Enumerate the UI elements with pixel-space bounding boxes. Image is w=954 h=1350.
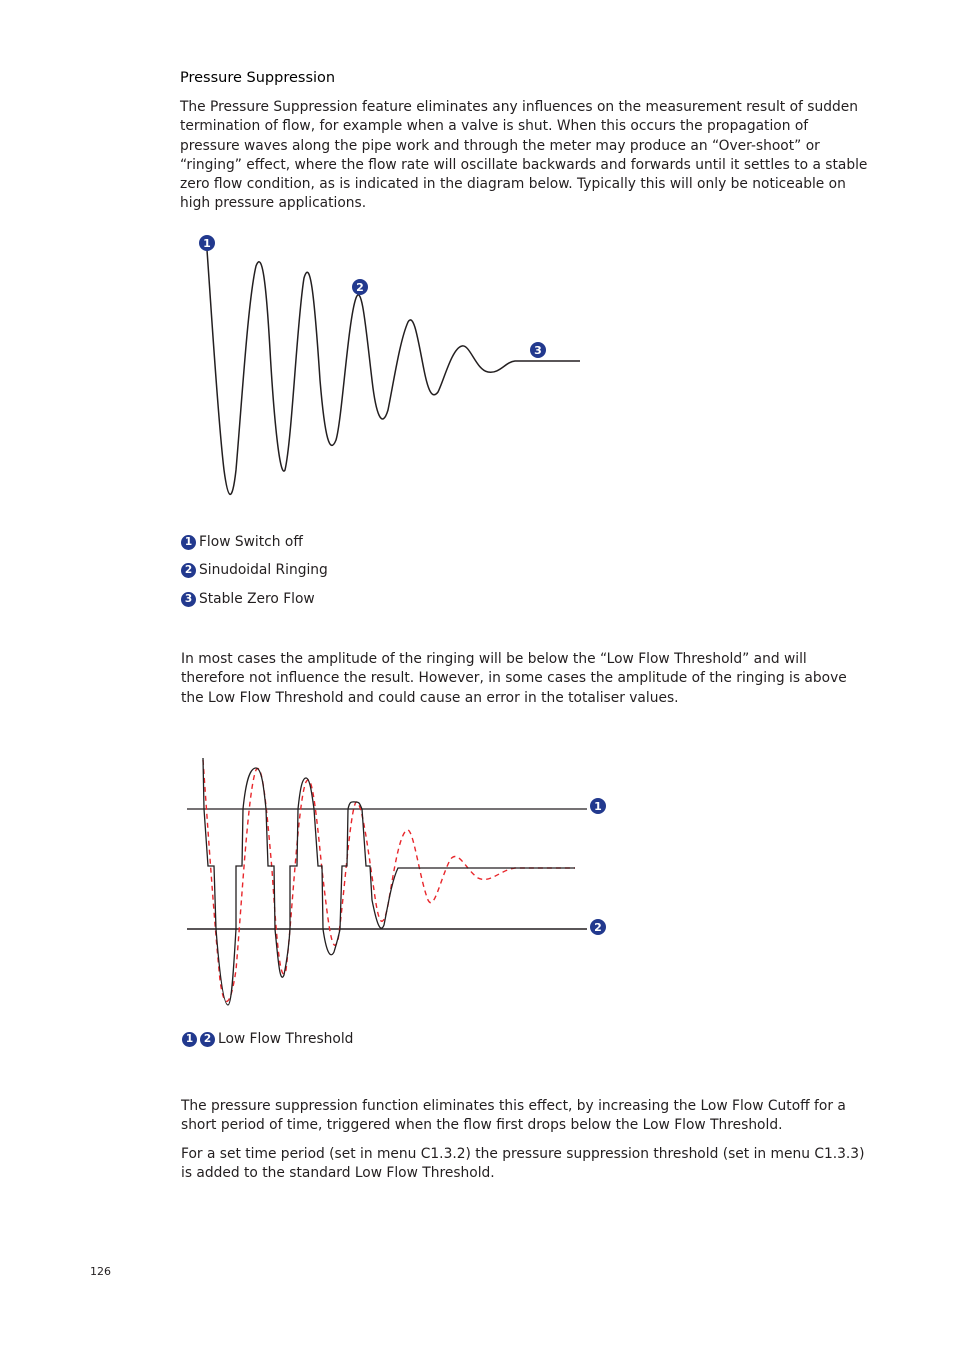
legend-label: Low Flow Threshold <box>218 1031 354 1047</box>
marker-1-icon: 1 <box>181 535 196 550</box>
threshold-legend <box>182 1031 353 1047</box>
diagram1-marker-1 <box>199 235 215 251</box>
diagram1-marker-2 <box>352 279 368 295</box>
legend-item-3 <box>181 591 315 607</box>
section-heading: Pressure Suppression <box>180 70 336 86</box>
legend-label: Flow Switch off <box>199 534 303 550</box>
paragraph-3: The pressure suppression function eliminates this effect, by increasing the Low Flow Cutoff for a short period of time, triggered when the flow first drops below the Low Flow Threshold. <box>181 1098 846 1134</box>
svg-text:1: 1 <box>203 237 211 250</box>
middle-paragraph: In most cases the amplitude of the ringing will be below the “Low Flow Threshold” and will therefore not influence the result. However, in some cases the amplitude of the ringing is above the Low Flow Threshold and could cause an error in the totaliser values. <box>181 651 847 706</box>
intro-paragraph: The Pressure Suppression feature eliminates any influences on the measurement result of sudden termination of flow, for example when a valve is shut. When this occurs the propagation of pressure waves along the pipe work and through the meter may produce an “Over-shoot” or “ringing” effect, where the flow rate will oscillate backwards and forwards until it settles to a stable zero flow condition, as is indicated in the diagram below. Typically this will only be noticeable on high pressure applications. <box>180 99 868 212</box>
ringing-waveform <box>207 250 580 494</box>
legend-item-1 <box>181 534 303 550</box>
diagram2-marker-2 <box>590 919 606 935</box>
diagram1-marker-3 <box>530 342 546 358</box>
diagram2-marker-1 <box>590 798 606 814</box>
marker-2-icon: 2 <box>181 563 196 578</box>
paragraph-4: For a set time period (set in menu C1.3.2) the pressure suppression threshold (set in menu C1.3.3) is added to the standard Low Flow Threshold. <box>181 1146 865 1182</box>
marker-1-icon: 1 <box>182 1032 197 1047</box>
marker-3-icon: 3 <box>181 592 196 607</box>
page-number: 126 <box>90 1265 111 1278</box>
legend-item-2 <box>181 562 328 578</box>
svg-text:1: 1 <box>594 800 602 813</box>
dashed-ringing-wave <box>203 760 575 1001</box>
legend-label: Stable Zero Flow <box>199 591 315 607</box>
svg-text:2: 2 <box>356 281 364 294</box>
svg-text:3: 3 <box>534 344 542 357</box>
legend-label: Sinudoidal Ringing <box>199 562 328 578</box>
svg-text:2: 2 <box>594 921 602 934</box>
marker-2-icon: 2 <box>200 1032 215 1047</box>
solid-clipped-wave <box>203 758 575 1005</box>
